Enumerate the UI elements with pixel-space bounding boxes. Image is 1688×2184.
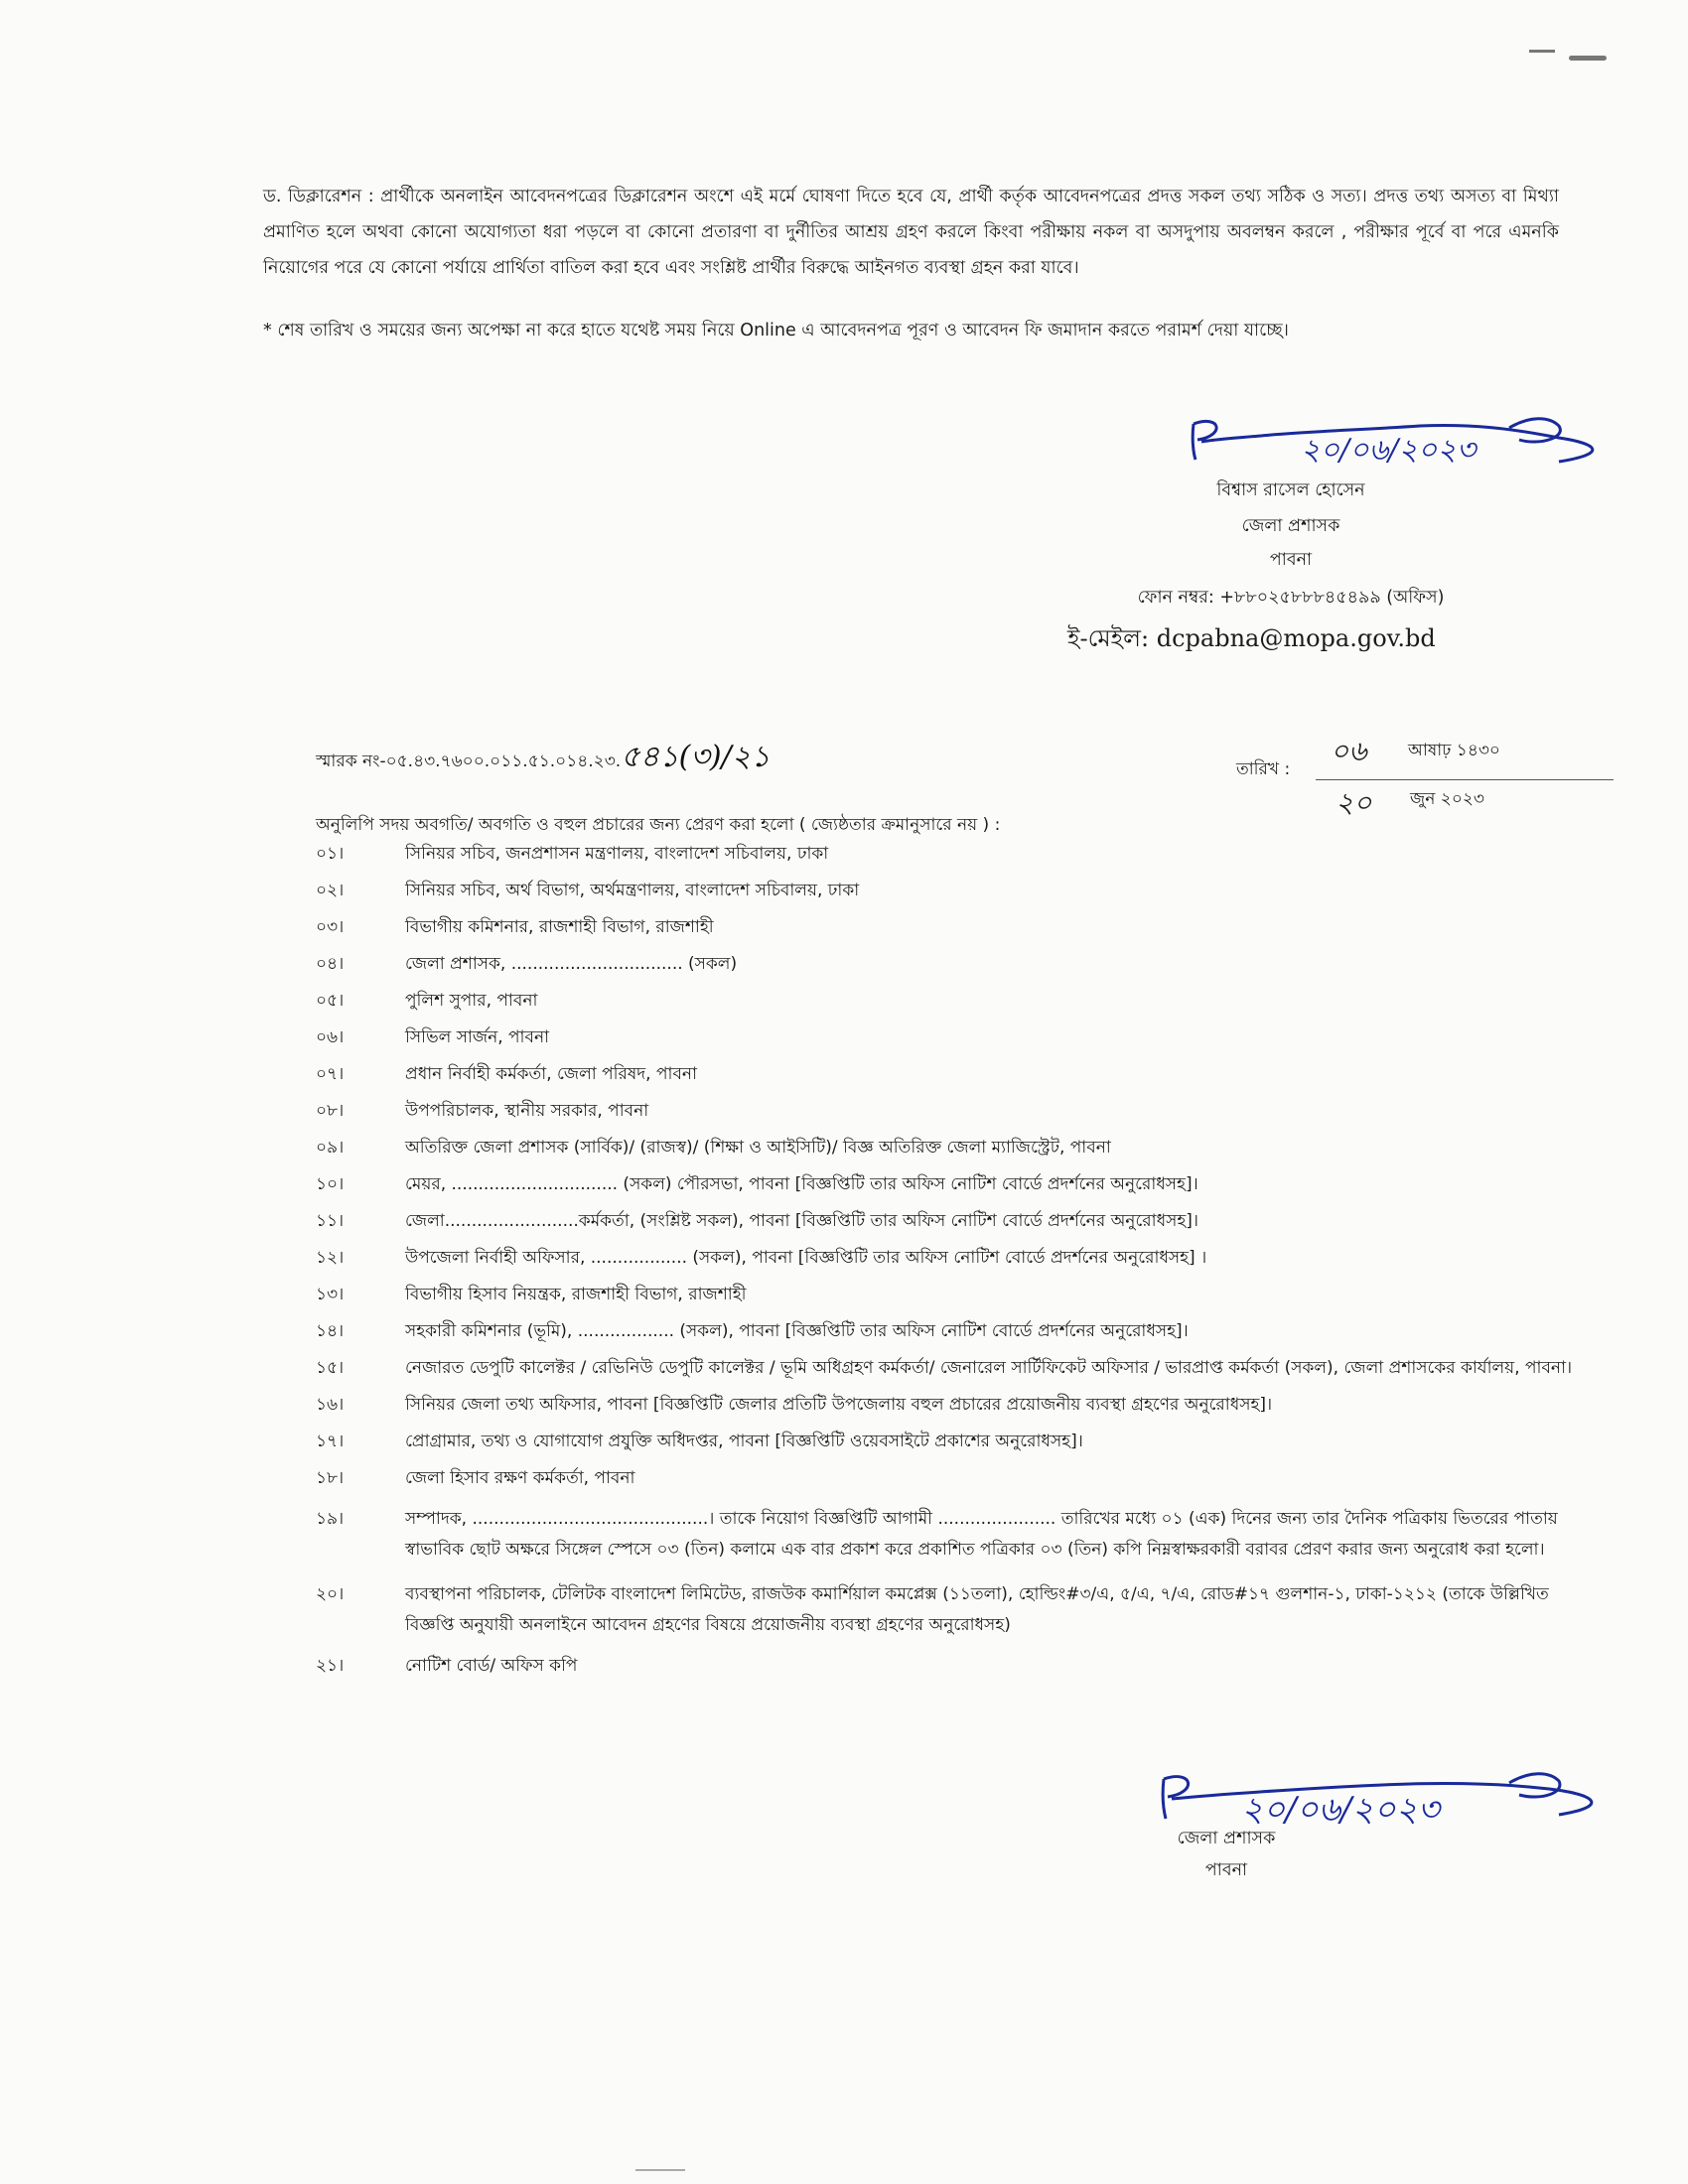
- date-divider: [1316, 779, 1614, 780]
- memo-number-printed: স্মারক নং-০৫.৪৩.৭৬০০.০১১.৫১.০১৪.২৩.: [316, 751, 622, 771]
- scan-mark: [635, 2169, 685, 2171]
- list-item: ১০। মেয়র, ............................... (সকল) পৌরসভা, পাবনা [বিজ্ঞপ্তিটি তার অফিস নোটিশ বোর্ডে প্রদর্শনের অনুরোধসহ]।: [316, 1174, 1198, 1194]
- date-label: তারিখ :: [1236, 759, 1291, 779]
- list-item: ০৬। সিভিল সার্জন, পাবনা: [316, 1027, 550, 1047]
- list-item: ০৪। জেলা প্রশাসক, ................................ (সকল): [316, 954, 738, 974]
- list-item: ২১। নোটিশ বোর্ড/ অফিস কপি: [316, 1656, 578, 1676]
- list-item: ০৩। বিভাগীয় কমিশনার, রাজশাহী বিভাগ, রাজশাহী: [316, 917, 714, 937]
- list-item: ০৮। উপপরিচালক, স্থানীয় সরকার, পাবনা: [316, 1101, 649, 1121]
- memo-number-handwritten: ৫৪১(৩)/২১: [621, 740, 771, 774]
- cc-heading: অনুলিপি সদয় অবগতি/ অবগতি ও বহুল প্রচারের জন্য প্রেরণ করা হলো ( জ্যেষ্ঠতার ক্রমানুসারে নয় ) :: [316, 815, 1001, 835]
- list-item: ০৯। অতিরিক্ত জেলা প্রশাসক (সার্বিক)/ (রাজস্ব)/ (শিক্ষা ও আইসিটি)/ বিজ্ঞ অতিরিক্ত জেলা ম্যাজিস্ট্রেট, পাবনা: [316, 1138, 1111, 1158]
- list-item: ১১। জেলা.........................কর্মকর্তা, (সংশ্লিষ্ট সকল), পাবনা [বিজ্ঞপ্তিটি তার অফিস নোটিশ বোর্ডে প্রদর্শনের অনুরোধসহ]।: [316, 1211, 1198, 1231]
- bangla-month-year: আষাঢ় ১৪৩০: [1408, 741, 1500, 760]
- list-item: ১৪। সহকারী কমিশনার (ভূমি), .................. (সকল), পাবনা [বিজ্ঞপ্তিটি তার অফিস নোটিশ বোর্ডে প্রদর্শনের অনুরোধসহ]।: [316, 1321, 1189, 1341]
- scan-mark: [1569, 56, 1607, 61]
- signer-designation: জেলা প্রশাসক: [1241, 516, 1340, 536]
- english-month-year: জুন ২০২৩: [1410, 789, 1484, 809]
- office-email: ই-মেইল: dcpabna@mopa.gov.bd: [1067, 624, 1436, 652]
- list-item: ১৬। সিনিয়র জেলা তথ্য অফিসার, পাবনা [বিজ্ঞপ্তিটি জেলার প্রতিটি উপজেলায় বহুল প্রচারের প্রয়োজনীয় ব্যবস্থা গ্রহণের অনুরোধসহ]।: [316, 1395, 1273, 1415]
- signature-date: ২০/০৬/২০২৩: [1301, 433, 1477, 468]
- scan-mark: [1529, 50, 1555, 53]
- cc-list: [316, 843, 1597, 1692]
- english-day: ২০: [1336, 786, 1372, 819]
- deadline-note: * শেষ তারিখ ও সময়ের জন্য অপেক্ষা না করে হাতে যথেষ্ট সময় নিয়ে Online এ আবেদনপত্র পূরণ ও আবেদন ফি জমাদান করতে পরামর্শ দেয়া যাচ্ছে।: [263, 321, 1289, 341]
- bottom-signature-date: ২০/০৬/২০২৩: [1241, 1790, 1440, 1830]
- bottom-designation: জেলা প্রশাসক: [1177, 1829, 1276, 1848]
- declaration-paragraph: ড. ডিক্লারেশন : প্রার্থীকে অনলাইন আবেদনপত্রের ডিক্লারেশন অংশে এই মর্মে ঘোষণা দিতে হবে যে, প্রার্থী কর্তৃক আবেদনপত্রের প্রদত্ত সকল তথ্য সঠিক ও সত্য। প্রদত্ত তথ্য অসত্য বা মিথ্যা প্রমাণিত হলে অথবা কোনো অযোগ্যতা ধরা পড়লে বা কোনো প্রতারণা বা দুর্নীতির আশ্রয় গ্রহণ করলে কিংবা পরীক্ষায় নকল বা অসদুপায় অবলম্বন করলে , পরীক্ষার পূর্বে বা পরে এমনকি নিয়োগের পরে যে কোনো পর্যায়ে প্রার্থিতা বাতিল করা হবে এবং সংশ্লিষ্ট প্রার্থীর বিরুদ্ধে আইনগত ব্যবস্থা গ্রহন করা যাবে।: [263, 187, 1559, 278]
- bangla-day: ০৬: [1331, 735, 1367, 767]
- list-item: ০২। সিনিয়র সচিব, অর্থ বিভাগ, অর্থমন্ত্রণালয়, বাংলাদেশ সচিবালয়, ঢাকা: [316, 881, 860, 900]
- signer-district: পাবনা: [1269, 550, 1313, 570]
- list-item: ১৯। সম্পাদক, ............................................। তাকে নিয়োগ বিজ্ঞপ্তিটি আগামী ...................... তারিখের মধ্যে ০১ (এক) দিনের জন্য তার দৈনিক পত্রিকায় ভিতরের পাতায় স্বাভাবিক ছোট অক্ষরে সিঙ্গেল স্পেসে ০৩ (তিন) কলামে এক বার প্রকাশ করে প্রকাশিত পত্রিকার ০৩ (তিন) কপি নিম্নস্বাক্ষরকারী বরাবর প্রেরণ করার জন্য অনুরোধ করা হলো।: [316, 1509, 1558, 1560]
- bottom-district: পাবনা: [1204, 1860, 1248, 1880]
- list-item: ১২। উপজেলা নির্বাহী অফিসার, .................. (সকল), পাবনা [বিজ্ঞপ্তিটি তার অফিস নোটিশ বোর্ডে প্রদর্শনের অনুরোধসহ] ।: [316, 1248, 1207, 1268]
- list-item: ১৫। নেজারত ডেপুটি কালেক্টর / রেভিনিউ ডেপুটি কালেক্টর / ভূমি অধিগ্রহণ কর্মকর্তা/ জেনারেল সার্টিফিকেট অফিসার / ভারপ্রাপ্ত কর্মকর্তা (সকল), জেলা প্রশাসকের কার্যালয়, পাবনা।: [316, 1358, 1573, 1378]
- list-item: ২০। ব্যবস্থাপনা পরিচালক, টেলিটক বাংলাদেশ লিমিটেড, রাজউক কমার্শিয়াল কমপ্লেক্স (১১তলা), হোল্ডিং#৩/এ, ৫/এ, ৭/এ, রোড#১৭ গুলশান-১, ঢাকা-১২১২ (তাকে উল্লিখিত বিজ্ঞপ্তি অনুযায়ী অনলাইনে আবেদন গ্রহণের বিষয়ে প্রয়োজনীয় ব্যবস্থা গ্রহণের অনুরোধসহ): [316, 1584, 1549, 1635]
- list-item: ০৭। প্রধান নির্বাহী কর্মকর্তা, জেলা পরিষদ, পাবনা: [316, 1064, 697, 1084]
- list-item: ১৩। বিভাগীয় হিসাব নিয়ন্ত্রক, রাজশাহী বিভাগ, রাজশাহী: [316, 1285, 747, 1304]
- office-phone: ফোন নম্বর: +৮৮০২৫৮৮৮৪৫৪৯৯ (অফিস): [1137, 588, 1445, 608]
- list-item: ১৭। প্রোগ্রামার, তথ্য ও যোগাযোগ প্রযুক্তি অধিদপ্তর, পাবনা [বিজ্ঞপ্তিটি ওয়েবসাইটে প্রকাশের অনুরোধসহ]।: [316, 1432, 1083, 1451]
- list-item: ১৮। জেলা হিসাব রক্ষণ কর্মকর্তা, পাবনা: [316, 1468, 635, 1488]
- memo-number: [316, 733, 771, 783]
- list-item: ০৫। পুলিশ সুপার, পাবনা: [316, 991, 538, 1011]
- signer-name: বিশ্বাস রাসেল হোসেন: [1216, 480, 1365, 500]
- list-item: ০১। সিনিয়র সচিব, জনপ্রশাসন মন্ত্রণালয়, বাংলাদেশ সচিবালয়, ঢাকা: [316, 844, 829, 864]
